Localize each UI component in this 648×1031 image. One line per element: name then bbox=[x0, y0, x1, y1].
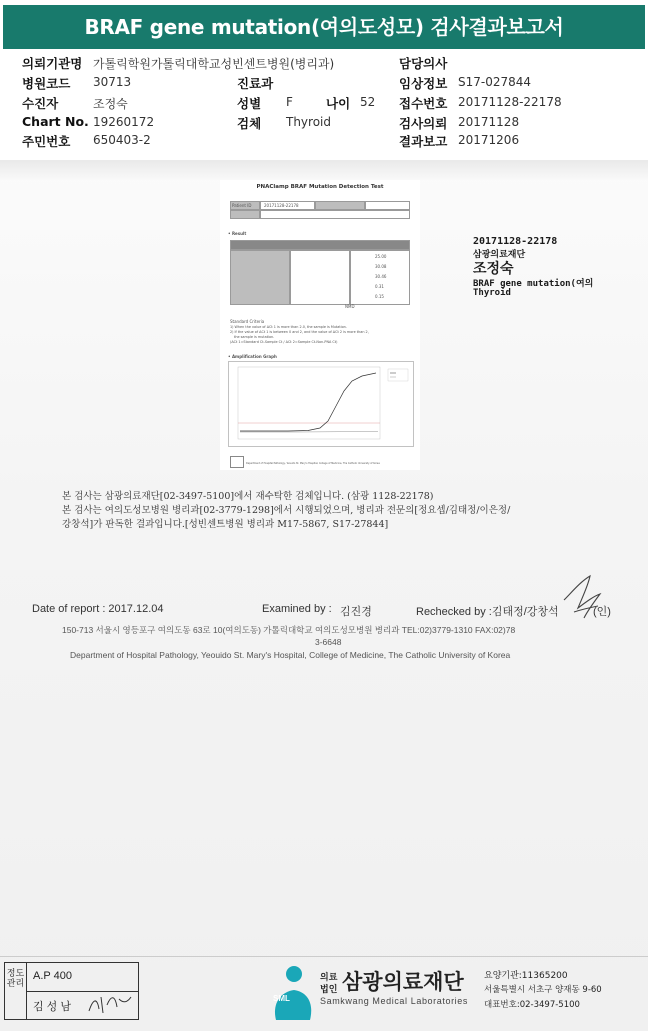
id-label: 주민번호 bbox=[22, 134, 71, 149]
specimen-value: Thyroid bbox=[286, 115, 331, 129]
result-table-rowlabels bbox=[230, 250, 290, 305]
result-value: 25.00 bbox=[375, 254, 387, 259]
hospital-code-value: 30713 bbox=[93, 75, 132, 89]
org-address: 서울특별시 서초구 양재동 9-60 bbox=[484, 985, 602, 995]
doctor-label: 담당의사 bbox=[399, 56, 448, 71]
clinical-label: 임상정보 bbox=[399, 76, 448, 91]
org-english: Samkwang Medical Laboratories bbox=[320, 996, 468, 1006]
stamp-org: 삼광의료재단 bbox=[473, 250, 526, 260]
note-line-2: 본 검사는 여의도성모병원 병리과[02-3779-1298]에서 시행되었으며, 병리과 전문의[정요셉/김태정/이은정/ bbox=[62, 505, 511, 516]
embedded-result-label: • Result bbox=[228, 231, 247, 236]
qc-box-label: 정도관리 bbox=[5, 963, 27, 1019]
result-value: 30.46 bbox=[375, 274, 387, 279]
stamp-patient: 조정숙 bbox=[473, 261, 514, 277]
sml-logo-icon bbox=[270, 964, 316, 1020]
qc-signature bbox=[85, 991, 135, 1017]
examined-label: Examined by : bbox=[262, 603, 332, 615]
qc-box-name: 김 성 남 bbox=[33, 1001, 71, 1013]
embedded-pcr-report bbox=[220, 180, 420, 470]
result-conclusion: NMD bbox=[345, 304, 355, 309]
stamp-number: 20171128-22178 bbox=[473, 236, 558, 247]
embedded-logo-icon bbox=[230, 456, 244, 468]
request-value: 20171128 bbox=[458, 115, 520, 129]
org-name: 삼광의료재단 bbox=[342, 970, 464, 994]
report-date: Date of report : 2017.12.04 bbox=[32, 603, 164, 615]
id-value: 650403-2 bbox=[93, 133, 151, 147]
criteria-line: (ΔCt 1=Standard Ct-Sample Ct / ΔCt 2=Sample Ct-Non-PNA Ct) bbox=[230, 340, 338, 344]
logo-text: SML bbox=[273, 994, 290, 1003]
stamp-test: BRAF gene mutation(여의 bbox=[473, 279, 594, 289]
request-label: 검사의뢰 bbox=[399, 116, 448, 131]
receipt-stamp bbox=[470, 232, 608, 302]
specimen-label: 검체 bbox=[237, 116, 262, 131]
age-label: 나이 bbox=[326, 96, 351, 111]
graph-label: • Amplification Graph bbox=[228, 354, 277, 359]
stamp-specimen: Thyroid bbox=[473, 288, 511, 298]
criteria-line: the sample is mutation. bbox=[234, 335, 275, 339]
report-title: BRAF gene mutation(여의도성모) 검사결과보고서 bbox=[3, 5, 645, 49]
footer-divider bbox=[0, 956, 648, 957]
amplification-graph bbox=[228, 361, 414, 447]
embedded-table-cell bbox=[315, 201, 365, 210]
scan-edge-shadow bbox=[0, 160, 648, 180]
handwritten-signature bbox=[558, 572, 606, 622]
sex-label: 성별 bbox=[237, 96, 262, 111]
embedded-title: PNAClamp BRAF Mutation Detection Test bbox=[256, 184, 384, 190]
org-prefix-2: 법인 bbox=[320, 985, 338, 995]
clinical-value: S17-027844 bbox=[458, 75, 532, 89]
chart-value: 19260172 bbox=[93, 115, 155, 129]
note-line-3: 강창석]가 판독한 결과입니다.[성빈센트병원 병리과 M17-5867, S17-27844] bbox=[62, 519, 389, 530]
receipt-value: 20171128-22178 bbox=[458, 95, 562, 109]
requester-value: 가톨릭학원가톨릭대학교성빈센트병원(병리과) bbox=[93, 57, 335, 71]
result-value: 0.31 bbox=[375, 284, 384, 289]
result-value: 0.15 bbox=[375, 294, 384, 299]
embedded-table-cell bbox=[365, 201, 410, 210]
qc-box-code: A.P 400 bbox=[33, 970, 72, 982]
embedded-footer: Department of Hospital Pathology, Yeouido St. Mary's Hospital, College of Medicine, The Catholic University of Korea bbox=[246, 462, 380, 465]
embedded-table-cell bbox=[260, 210, 410, 219]
chart-label: Chart No. bbox=[22, 114, 89, 129]
dept-label: 진료과 bbox=[237, 76, 274, 91]
standard-criteria-label: Standard Criteria bbox=[230, 319, 265, 324]
hospital-code-label: 병원코드 bbox=[22, 76, 71, 91]
address-line-3: Department of Hospital Pathology, Yeouido St. Mary's Hospital, College of Medicine, The Catholic University of Korea bbox=[70, 650, 511, 660]
address-line-1: 150-713 서울시 영등포구 여의도동 63로 10(여의도동) 가톨릭대학교 여의도성모병원 병리과 TEL:02)3779-1310 FAX:02)78 bbox=[62, 625, 516, 635]
seal-mark: (인) bbox=[593, 606, 611, 618]
examined-value: 김진경 bbox=[340, 606, 372, 618]
sex-value: F bbox=[286, 95, 293, 109]
report-date-value: 20171206 bbox=[458, 133, 520, 147]
embedded-id-label: Patient ID bbox=[232, 203, 252, 208]
age-value: 52 bbox=[360, 95, 376, 109]
result-table-col bbox=[290, 250, 350, 305]
embedded-table-cell bbox=[230, 210, 260, 219]
rechecked-label: Rechecked by :김태정/강창석 bbox=[416, 606, 559, 618]
result-value: 30.08 bbox=[375, 264, 387, 269]
org-prefix-1: 의료 bbox=[320, 973, 338, 983]
result-table-header bbox=[230, 240, 410, 250]
note-line-1: 본 검사는 삼광의료재단[02-3497-5100]에서 재수탁한 검체입니다. (삼광 1128-22178) bbox=[62, 491, 434, 502]
criteria-line: 2) If the value of ΔCt 1 is between 0 and 2, and the value of ΔCt 2 is more than 2, bbox=[230, 330, 369, 334]
org-code: 요양기관:11365200 bbox=[484, 971, 568, 981]
embedded-id-value: 20171128-22178 bbox=[264, 203, 299, 208]
report-date-label: 결과보고 bbox=[399, 134, 448, 149]
criteria-line: 1) When the value of ΔCt 1 is more than 2.0, the sample is Mutation. bbox=[230, 325, 347, 329]
patient-value: 조정숙 bbox=[93, 97, 128, 111]
patient-label: 수진자 bbox=[22, 96, 59, 111]
address-line-2: 3-6648 bbox=[315, 637, 342, 647]
qc-box bbox=[4, 962, 139, 1020]
receipt-label: 접수번호 bbox=[399, 96, 448, 111]
org-phone: 대표번호:02-3497-5100 bbox=[484, 1000, 580, 1010]
requester-label: 의뢰기관명 bbox=[22, 56, 83, 71]
